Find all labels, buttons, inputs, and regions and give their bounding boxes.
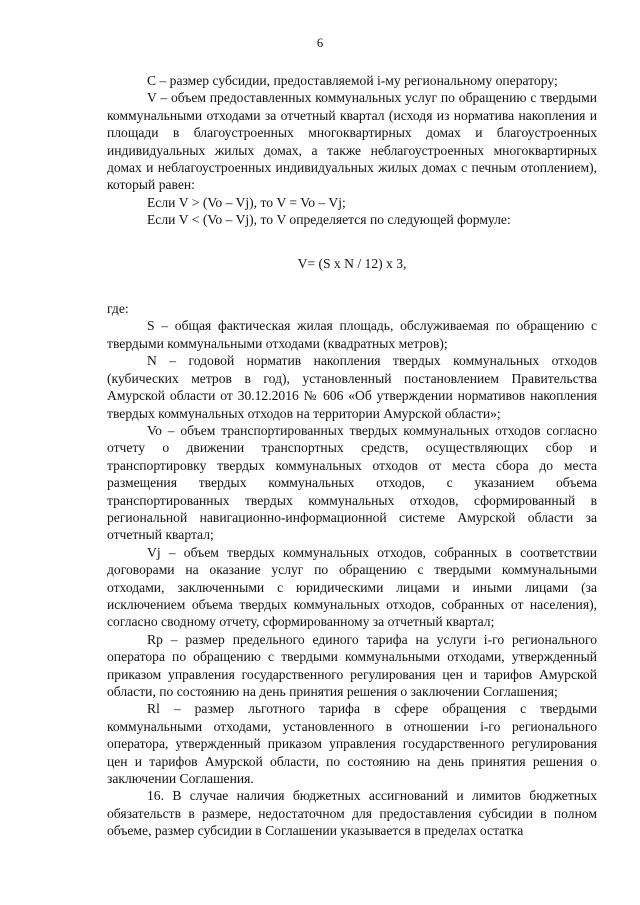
where-label: где: — [107, 301, 129, 317]
definition-vo: Vo – объем транспортированных твердых коммунальных отходов согласно отчету о движении транспортных средств, осуществляющих сбор и транспортировку твердых коммунальных отходов от места сбора до места размещения твердых коммунальных отходов, с указанием объема транспортированных твердых коммунальных отходов, сформированный в региональной навигационно-информационной системе Амурской области за отчетный квартал; — [107, 422, 597, 543]
page-number: 6 — [316, 36, 324, 50]
paragraph-condition-greater: Если V > (Vo – Vj), то V = Vo – Vj; — [147, 194, 346, 210]
paragraph-v-definition: V – объем предоставленных коммунальных услуг по обращению с твердыми коммунальными отходами за отчетный квартал (исходя из норматива накопления и площади в благоустроенных многоквартирных домах и благоустроенных индивидуальных жилых домах, а также неблагоустроенных многоквартирных домах и неблагоустроенных индивидуальных жилых домах с печным отоплением), который равен: — [107, 90, 597, 193]
formula: V= (S x N / 12) x 3, — [297, 255, 407, 271]
definition-rl: Rl – размер льготного тарифа в сфере обращения с твердыми коммунальными отходами, установленного в отношении i-го регионального оператора, утвержденный приказом управления государственного регулирования цен и тарифов Амурской области, по состоянию на день принятия решения о заключении Соглашения. — [107, 701, 597, 787]
paragraph-16: 16. В случае наличия бюджетных ассигнований и лимитов бюджетных обязательств в размере, недостаточном для предоставления субсидии в полном объеме, размер субсидии в Соглашении указывается в пределах остатка — [107, 788, 597, 839]
document-body — [107, 72, 597, 840]
definition-rp: Rp – размер предельного единого тарифа на услуги i-го регионального оператора по обращению с твердыми коммунальными отходами, утвержденный приказом управления государственного регулирования цен и тарифов Амурской области, по состоянию на день принятия решения о заключении Соглашения; — [107, 631, 597, 699]
definition-n: N – годовой норматив накопления твердых коммунальных отходов (кубических метров в год), установленный постановлением Правительства Амурской области от 30.12.2016 № 606 «Об утверждении нормативов накопления твердых коммунальных отходов на территории Амурской области»; — [107, 353, 597, 421]
paragraph-c-definition: С – размер субсидии, предоставляемой i-му региональному оператору; — [147, 73, 558, 88]
definition-s: S – общая фактическая жилая площадь, обслуживаемая по обращению с твердыми коммунальными отходами (квадратных метров); — [107, 318, 597, 351]
paragraph-condition-less: Если V < (Vo – Vj), то V определяется по следующей формуле: — [147, 212, 511, 228]
definition-vj: Vj – объем твердых коммунальных отходов, собранных в соответствии договорами на оказание услуг по обращению с твердыми коммунальными отходами, заключенными с юридическими лицами и иными лицами (за исключением объема твердых коммунальных отходов, собранных от населения), согласно сводному отчету, сформированному за отчетный квартал; — [107, 544, 597, 630]
